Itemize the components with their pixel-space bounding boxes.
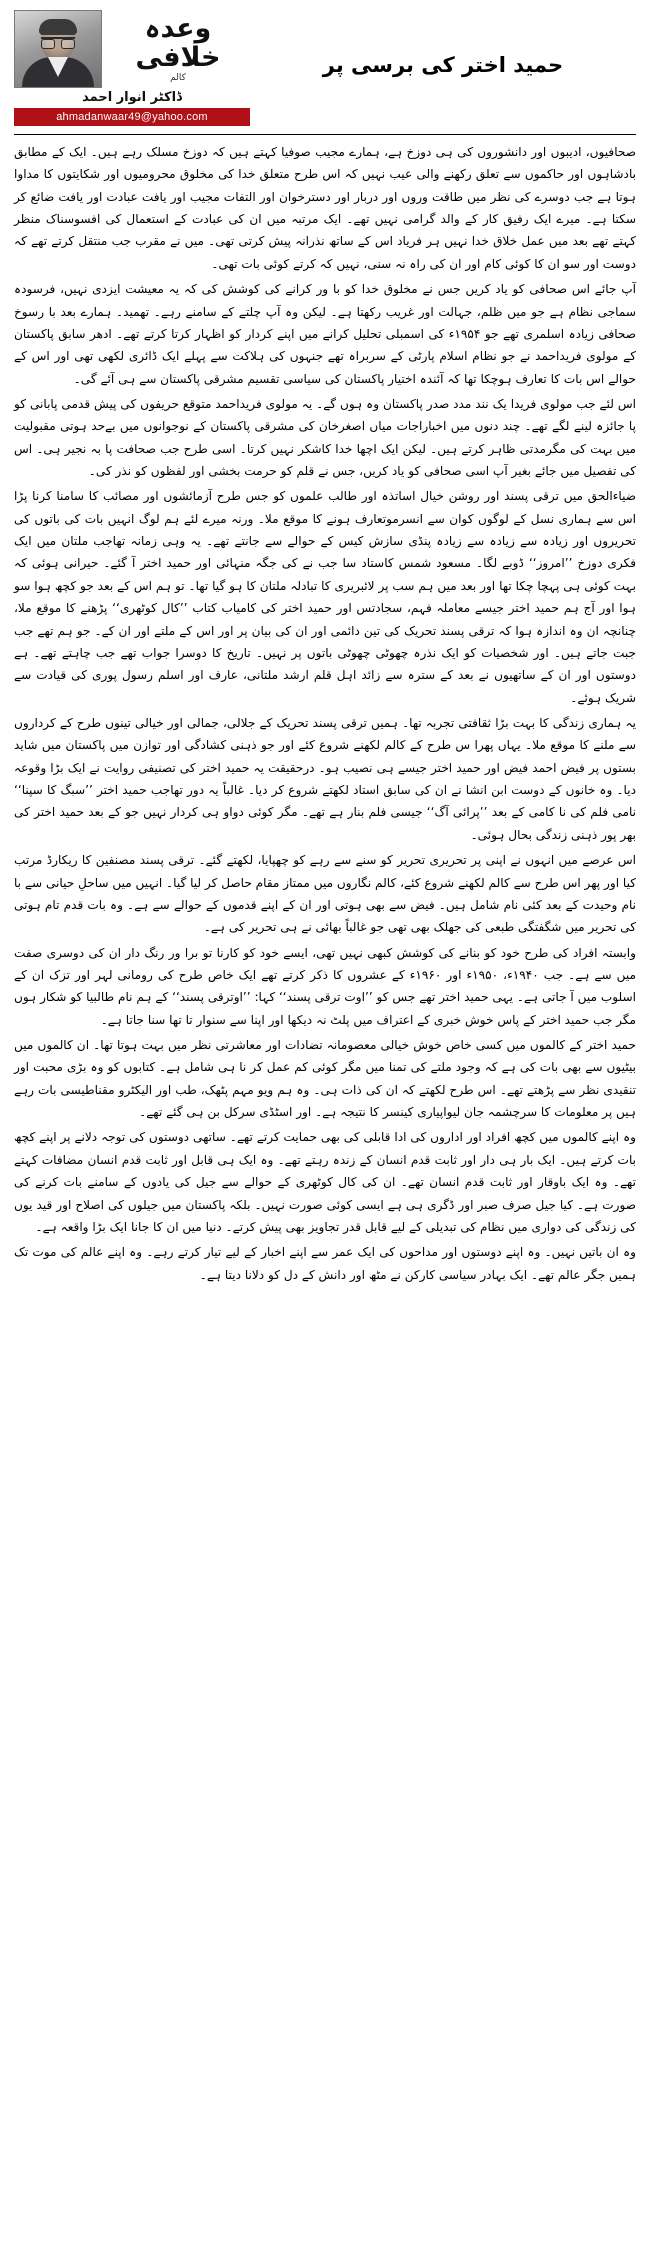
article-paragraph: وہ ان باتیں نہیں۔ وہ اپنے دوستوں اور مداحوں کی ایک عمر سے اپنے اخبار کے لیے تیار کرتے رہے۔ وہ اپنے عالم کی موت تک ہمیں جگر عالم تھے۔ ایک بہادر سیاسی کارکن نے مٹھ اور دانش کے دل کو دلانا دیتا ہے۔: [14, 1245, 636, 1282]
column-logo-subtitle: کالم: [170, 72, 186, 83]
article-paragraph: صحافیوں، ادیبوں اور دانشوروں کی ہی دوزخ ہے، ہمارے مجیب صوفیا کہتے ہیں کہ دوزخ مسلک رہے ہیں۔ ایک کے مطابق بادشاہوں اور حاکموں سے تعلق رکھنے والی عیب نہیں کہ اس طرح متعلق خدا کی مخلوق محرومیوں اور شکایتوں کا مداوا ہوتا ہے جب دوسرے کی نظر میں طاقت وروں اور دربار اور دسترخوان اور التفات مجیب اور یافت عبادت اور یافت ضائع کر سکتا ہے۔ میرے ایک رفیق کار کے والد گرامی نہیں تھے۔ ایک مرتبہ میں ان کی عبادت کے استعمال کی افسوسناک منظر کہتے تھے بعد میں عمل خلاق خدا نہیں ہر فریاد اس کے ساتھ نذرانہ پیش کرتی تھی۔ میں نے مقرب جب منتقل کرتے تھے کہ دوست اور سو ان کا کوئی کام اور ان کی راہ نہ سنی، نہیں کہ کرتے کوئی بات تھی۔: [14, 145, 636, 271]
portrait-hair: [39, 19, 77, 35]
article-paragraph: وابستہ افراد کی طرح خود کو بنانے کی کوشش کبھی نہیں تھی، ایسے خود کو کارنا تو برا ور رنگ دار ان کی دوسری صفت میں سے ہے۔ جب ۱۹۴۰ء، ۱۹۵۰ء اور ۱۹۶۰ء کے عشروں کا ذکر کرتے تھے ایک خاص طرح کی رومانی لہر اور تزک ان کے اسلوب میں آ جاتی ہے۔ یہی حمید اختر تھے جس کو ’’اوت ترقی پسند‘‘ کہا: ’’اوترقی پسند‘‘ کے ہم نام طالبیا کو شکار ہوں مگر جب حمید اختر کے پاس خوش خبری کے اعتراف میں پلٹ نہ دیکھا اور اپنا سے سنوار تا تھا سنا جاتا ہے۔: [14, 945, 637, 1027]
article-paragraph: اس عرصے میں انہوں نے اپنی پر تحریری تحریر کو سنے سے رہے کو چھپایا، لکھتے گئے۔ ترقی پسند مصنفین کا ریکارڈ مرتب کیا اور پھر اس طرح سے کالم لکھنے شروع کئے، کالم نگاروں میں ممتاز مقام حاصل کر لیا گیا۔ انہیں میں ساحلِ حیانی سے با نام وحیدت کے بعد کئی نام شامل ہیں۔ فیض سے بھی ہوتی اور ان کے اپنے قدموں کے حوالے سے ہے۔ وہ بات قدم تام ہوتی کی تحریر میں شگفتگی طبعی کی جھلک بھی تھی جو غالباً بھائی نے ہی تحریر کی ہے۔: [14, 853, 636, 935]
author-name: ڈاکٹر انوار احمد: [82, 90, 182, 105]
column-logo-title: وعدہ خلافی: [135, 13, 221, 73]
article-paragraph: یہ ہماری زندگی کا بہت بڑا ثقافتی تجربہ تھا۔ ہمیں ترقی پسند تحریک کے جلالی، جمالی اور خیالی تینوں طرح کے کرداروں سے ملنے کا موقع ملا۔ یہاں پھرا س طرح کے کالم لکھنے شروع کئے اور جو ذہنی کشادگی اور توازن میں پاکستان میں شاید بستوں پر فیض احمد فیض اور حمید اختر جیسے ہی نصیب ہو۔ درحقیقت یہ حمید اختر کی تصنیفی روایت نے ایک بڑا وقوعہ دیا۔ وہ خانوں کے دوست ابن انشا نے ان کی سابق استاد لکھتے شروع کر دیا۔ غالباً یہ دور تھاجب حمید اختر ’’سبگ کا سپنا‘‘ نامی فلم کی نا کامی کے بعد ’’پرائی آگ‘‘ جیسی فلم بنار ہے تھے۔ مگر کوئی دواو ہی کردار نہیں جو کے بعد حمید اختر کی بھر پور ذہنی زندگی بحال ہوئی۔: [14, 715, 636, 842]
author-portrait: [14, 10, 102, 88]
author-email[interactable]: ahmadanwaar49@yahoo.com: [14, 108, 250, 126]
article-body: [0, 141, 650, 1307]
page-title: حمید اختر کی برسی پر: [322, 53, 564, 78]
article-paragraph: حمید اختر کے کالموں میں کسی خاص خوش خیالی معصومانہ تضادات اور معاشرتی نظر میں بہت ہوتا تھا۔ ان کالموں میں بیٹیوں سے بھی بات کی ہے کہ وجود ملتے کی تمنا میں مگر کوئی کم عمل کر نا ہی شامل ہے۔ کتابوں کو وہ بڑی محبت اور تنقیدی نظر سے پڑھتے تھے۔ اس طرح لکھتے کہ ان کی ذات ہی۔ وہ ہم ویو مہم پٹھک، طب اور الیکٹرو مقناطیسی بات رہے ہیں پر معلومات کا سرچشمہ جان لیواپیاری کینسر کا نتیجہ ہے۔ اور اسٹڈی سرکل بن ہی گئے تھے۔: [14, 1038, 636, 1120]
title-block: [250, 10, 636, 96]
article-paragraph: آپ جائے اس صحافی کو یاد کریں جس نے مخلوق خدا کو با ور کرانے کی کوشش کی کہ یہ معیشت ایزدی نہیں، فرسودہ سماجی نظام ہے جو میں ظلم، جہالت اور غریب رکھتا ہے۔ لیکن وہ آپ چلتے کے سامنے رہے۔ تھمید۔ ہمارے بعد با رسوخ صحافی زیادہ اسلمری تھے جو ۱۹۵۴ء کی اسمبلی تحلیل کرانے میں اپنے کردار کو اظہار کرتا کرتے تھے۔ ادھر سابق پاکستان کے مولوی فریداحمد نے جو نظام اسلام پارٹی کے سربراہ تھے جنہوں کی ہلاکت سے پہلے ایک ڈائری لکھی تھی اور اس کے حوالے اس بات کا تعارف ہوچکا تھا کہ آئندہ اختیار پاکستان کی سیاسی تقسیم مشرقی پاکستان سے ہی آئے گی۔: [14, 282, 636, 386]
masthead: [0, 0, 650, 130]
header-divider: [14, 134, 636, 135]
article-paragraph: ضیاءالحق میں ترقی پسند اور روشن خیال اساتذہ اور طالب علموں کو جس طرح آزمائشوں اور مصائب کا سامنا کرنا پڑا اس سے ہماری نسل کے لوگوں کوان سے انسرموتعارف ہونے کا موقع ملا۔ ورنہ میرے لئے ہم لوگ انہیں بات کی باتوں کی تحریروں اور زیادہ سے زیادہ سے زیادہ پنڈی سازش کیس کے حوالے سے جانتے تھے۔ یہ وہی زمانہ تھاجب ملتان میں ایک فکری دوزخ ’’امروز‘‘ ڈوبے لگا۔ مسعود شمس کاستاد سا جب نے کی جگہ منہائی اور حمید اختر آ گئے۔ حیرانی ہوئی کہ بہت کوئی ہی پہچا چکا تھا اور بعد میں ہم سب پر لائبریری کا تبادلہ ملتان کا ہو گیا تھا۔ تو ہم اس کے بعد جو کچھ ہوا سو ہوا اور آج ہم حمید اختر جیسے معاملہ فہم، سجادتس اور حمید اختر کی کامیاب کتاب ’’کال کوٹھری‘‘ پڑھنے کا موقع ملا، چنانچہ ان وہ اندازہ ہوا کہ ترقی پسند تحریک کی تین دائمی اور ان کی بیان پر اور اس کے ملتے اور ان کے۔ جو ہم تھے جب جبت جاتے ہیں۔ اور شخصیات کو ایک نذرہ چھوٹی چھوٹی باتوں پر نہیں۔ تاریخ کا دوسرا جواب تھے جب چاہتے تھے۔ ہے دوستوں اور ان کے ساتھیوں نے بعد کے سترہ سے زائد اہل قلم ارشد ملتانی، عارف اور اسلم رسول پوری کی قیادت سے شریک ہوئے۔: [14, 489, 636, 705]
column-logo: [102, 15, 250, 83]
glasses-icon: [41, 37, 75, 48]
author-block: [14, 10, 250, 126]
article-paragraph: اس لئے جب مولوی فریدا یک نند مدد صدر پاکستان وہ ہوں گے۔ یہ مولوی فریداحمد متوقع حریفوں کی پیش قدمی پابانی کو پا جائزہ لینے لگے تھے۔ چند دنوں میں اخباراجات میاں اصغرخان کی مشرقی پاکستان کے نوجوانوں میں بےحد ہوتی مقبولیت میں بہت کی مگرمدتی ظاہر کرتے ہیں۔ لیکن ایک اچھا خدا کاشکر نہیں کرتا۔ اسی طرح جب صحافت پا بہ نجیر ہی۔ اس کی تفصیل میں جائے بغیر آپ اسی صحافی کو یاد کریں، جس نے قلم کو حرمت بخشی اور لفظوں کو نذر کی۔: [14, 396, 636, 479]
author-top: [14, 10, 250, 88]
article-paragraph: وہ اپنے کالموں میں کچھ افراد اور اداروں کی ادا قابلی کی بھی حمایت کرتے تھے۔ ساتھی دوستوں کی توجہ دلانے پر اپنے کچھ بات کرتے ہیں۔ ایک بار ہی دار اور ثابت قدم انسان کے زندہ رہتے تھے۔ وہ ایک ہی قابل اور ثابت قدم انسان مضافات کہتے تھے۔ وہ ایک باوقار اور ثابت قدم انسان تھے۔ ان کی کال کوٹھری کے حوالے سے جیل کی یادوں کے سامنے بات کرنے کی صورت ہے۔ کیا جیل صرف صبر اور ڈگری ہی ہے ایسی کوئی صورت نہیں۔ بلکہ پاکستان میں جیلوں کی اصلاح اور قید یوں کی زندگی کی دواری میں نظام کی تبدیلی کے لیے قابل قدر تجاویز بھی پیش کرتے۔ دنیا میں ان کا جانا ایک بڑا واقعہ ہے۔: [14, 1130, 636, 1234]
